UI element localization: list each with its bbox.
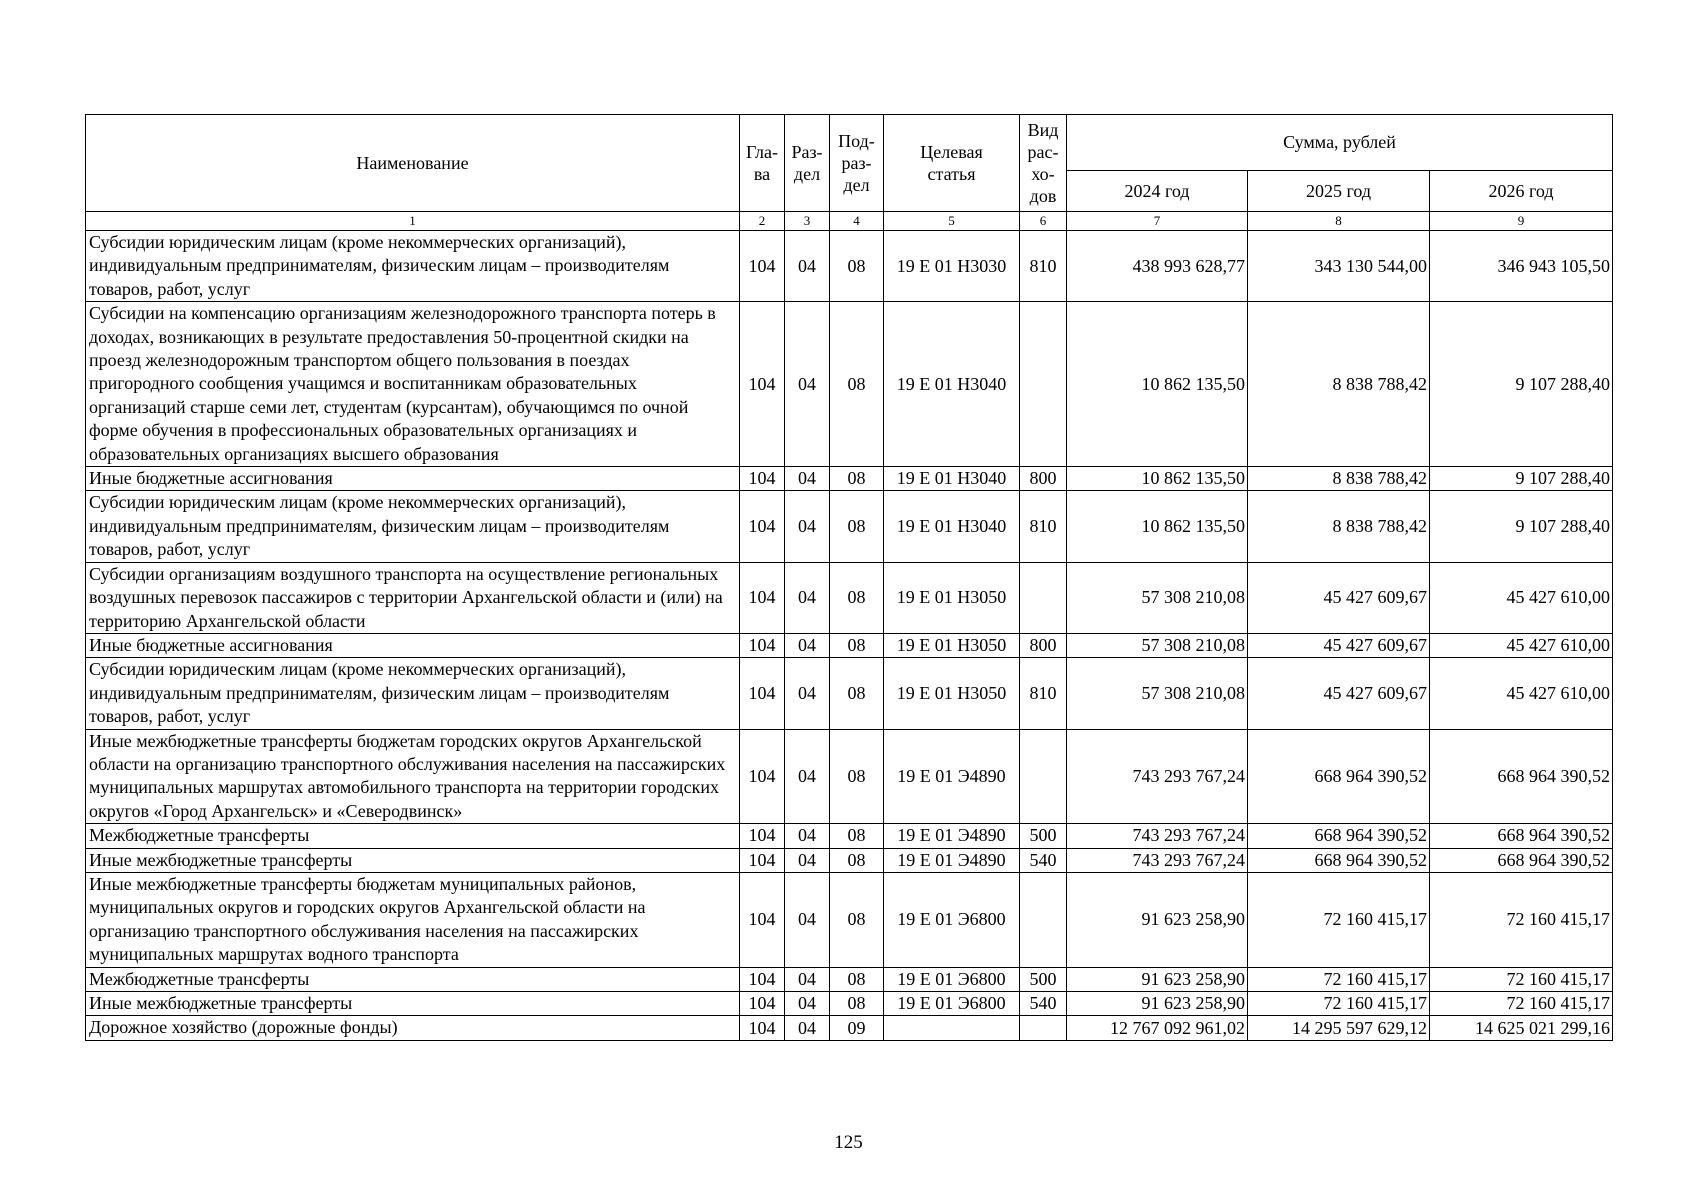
cell-target: 19 Е 01 Н3050 [884, 658, 1020, 729]
cell-sum-2024: 91 623 258,90 [1067, 967, 1248, 991]
header-target: Целевая статья [884, 115, 1020, 212]
table-row [86, 729, 1613, 824]
cell-razdel: 04 [785, 848, 830, 872]
cell-sum-2025: 72 160 415,17 [1248, 872, 1430, 967]
cell-razdel: 04 [785, 658, 830, 729]
table-row [86, 562, 1613, 633]
cell-sum-2025: 72 160 415,17 [1248, 967, 1430, 991]
cell-sum-2025: 8 838 788,42 [1248, 302, 1430, 467]
cell-sum-2025: 45 427 609,67 [1248, 562, 1430, 633]
cell-sum-2026: 45 427 610,00 [1430, 658, 1613, 729]
cell-target: 19 Е 01 Н3050 [884, 562, 1020, 633]
cell-glava: 104 [740, 729, 785, 824]
cell-podrazdel: 08 [830, 658, 884, 729]
cell-razdel: 04 [785, 467, 830, 491]
cell-podrazdel: 08 [830, 562, 884, 633]
table-row [86, 302, 1613, 467]
cell-vid: 810 [1020, 231, 1067, 302]
cell-razdel: 04 [785, 967, 830, 991]
cell-name: Иные межбюджетные трансферты [86, 992, 740, 1016]
header-name: Наименование [86, 115, 740, 212]
cell-razdel: 04 [785, 302, 830, 467]
cell-name: Межбюджетные трансферты [86, 824, 740, 848]
table-row [86, 633, 1613, 657]
cell-sum-2026: 14 625 021 299,16 [1430, 1016, 1613, 1040]
cell-name: Межбюджетные трансферты [86, 967, 740, 991]
budget-table-sheet [85, 114, 1612, 1041]
table-row [86, 1016, 1613, 1040]
table-row [86, 848, 1613, 872]
table-row [86, 967, 1613, 991]
cell-podrazdel: 08 [830, 848, 884, 872]
cell-sum-2024: 91 623 258,90 [1067, 992, 1248, 1016]
cell-sum-2025: 72 160 415,17 [1248, 992, 1430, 1016]
column-number: 4 [830, 212, 884, 231]
column-number: 1 [86, 212, 740, 231]
cell-podrazdel: 08 [830, 302, 884, 467]
cell-name: Субсидии юридическим лицам (кроме некоммерческих организаций), индивидуальным предпринимателям, физическим лицам – производителям товаров, работ, услуг [86, 658, 740, 729]
cell-sum-2025: 8 838 788,42 [1248, 467, 1430, 491]
column-number: 2 [740, 212, 785, 231]
cell-sum-2024: 743 293 767,24 [1067, 729, 1248, 824]
cell-vid [1020, 1016, 1067, 1040]
cell-target: 19 Е 01 Э6800 [884, 992, 1020, 1016]
cell-glava: 104 [740, 302, 785, 467]
cell-vid [1020, 729, 1067, 824]
cell-sum-2026: 9 107 288,40 [1430, 467, 1613, 491]
cell-razdel: 04 [785, 992, 830, 1016]
cell-razdel: 04 [785, 872, 830, 967]
cell-name: Иные межбюджетные трансферты бюджетам городских округов Архангельской области на организацию транспортного обслуживания населения на пассажирских муниципальных маршрутах автомобильного транспорта на территории городских округов «Город Архангельск» и «Северодвинск» [86, 729, 740, 824]
cell-target: 19 Е 01 Э6800 [884, 872, 1020, 967]
cell-vid: 500 [1020, 824, 1067, 848]
table-row [86, 467, 1613, 491]
cell-glava: 104 [740, 992, 785, 1016]
table-row [86, 872, 1613, 967]
cell-name: Иные межбюджетные трансферты бюджетам муниципальных районов, муниципальных округов и городских округов Архангельской области на организацию транспортного обслуживания населения на пассажирских муниципальных маршрутах водного транспорта [86, 872, 740, 967]
cell-podrazdel: 08 [830, 467, 884, 491]
cell-sum-2024: 57 308 210,08 [1067, 633, 1248, 657]
cell-target: 19 Е 01 Э6800 [884, 967, 1020, 991]
cell-razdel: 04 [785, 562, 830, 633]
cell-sum-2024: 438 993 628,77 [1067, 231, 1248, 302]
cell-podrazdel: 08 [830, 824, 884, 848]
cell-razdel: 04 [785, 1016, 830, 1040]
cell-sum-2026: 668 964 390,52 [1430, 824, 1613, 848]
table-row [86, 231, 1613, 302]
cell-target: 19 Е 01 Н3040 [884, 467, 1020, 491]
cell-vid: 800 [1020, 633, 1067, 657]
cell-podrazdel: 08 [830, 633, 884, 657]
cell-sum-2025: 668 964 390,52 [1248, 848, 1430, 872]
column-number: 8 [1248, 212, 1430, 231]
cell-target: 19 Е 01 Н3030 [884, 231, 1020, 302]
column-number: 3 [785, 212, 830, 231]
cell-name: Субсидии юридическим лицам (кроме некоммерческих организаций), индивидуальным предпринимателям, физическим лицам – производителям товаров, работ, услуг [86, 491, 740, 562]
cell-target: 19 Е 01 Э4890 [884, 848, 1020, 872]
cell-sum-2026: 668 964 390,52 [1430, 848, 1613, 872]
table-row [86, 491, 1613, 562]
cell-glava: 104 [740, 491, 785, 562]
cell-glava: 104 [740, 872, 785, 967]
cell-sum-2024: 57 308 210,08 [1067, 562, 1248, 633]
cell-podrazdel: 08 [830, 967, 884, 991]
cell-podrazdel: 08 [830, 992, 884, 1016]
cell-razdel: 04 [785, 729, 830, 824]
cell-name: Иные бюджетные ассигнования [86, 633, 740, 657]
cell-vid [1020, 562, 1067, 633]
cell-sum-2024: 10 862 135,50 [1067, 491, 1248, 562]
cell-sum-2026: 72 160 415,17 [1430, 872, 1613, 967]
cell-glava: 104 [740, 633, 785, 657]
cell-target: 19 Е 01 Н3040 [884, 302, 1020, 467]
cell-sum-2025: 45 427 609,67 [1248, 658, 1430, 729]
header-glava: Гла- ва [740, 115, 785, 212]
table-row [86, 658, 1613, 729]
cell-sum-2026: 668 964 390,52 [1430, 729, 1613, 824]
header-podrazdel: Под- раз- дел [830, 115, 884, 212]
cell-target: 19 Е 01 Э4890 [884, 729, 1020, 824]
cell-razdel: 04 [785, 231, 830, 302]
header-year-2026: 2026 год [1430, 171, 1613, 212]
cell-name: Иные межбюджетные трансферты [86, 848, 740, 872]
header-row [86, 115, 1613, 171]
cell-vid: 800 [1020, 467, 1067, 491]
cell-razdel: 04 [785, 633, 830, 657]
header-vid: Вид рас- хо- дов [1020, 115, 1067, 212]
cell-glava: 104 [740, 467, 785, 491]
cell-name: Дорожное хозяйство (дорожные фонды) [86, 1016, 740, 1040]
header-sum: Сумма, рублей [1067, 115, 1613, 171]
page-number: 125 [834, 1132, 863, 1153]
cell-sum-2025: 8 838 788,42 [1248, 491, 1430, 562]
cell-podrazdel: 08 [830, 872, 884, 967]
cell-sum-2026: 45 427 610,00 [1430, 633, 1613, 657]
column-number: 7 [1067, 212, 1248, 231]
cell-podrazdel: 08 [830, 231, 884, 302]
column-number: 9 [1430, 212, 1613, 231]
cell-podrazdel: 08 [830, 729, 884, 824]
cell-glava: 104 [740, 848, 785, 872]
cell-sum-2025: 14 295 597 629,12 [1248, 1016, 1430, 1040]
cell-name: Субсидии юридическим лицам (кроме некоммерческих организаций), индивидуальным предпринимателям, физическим лицам – производителям товаров, работ, услуг [86, 231, 740, 302]
cell-sum-2026: 9 107 288,40 [1430, 302, 1613, 467]
cell-sum-2024: 12 767 092 961,02 [1067, 1016, 1248, 1040]
cell-glava: 104 [740, 967, 785, 991]
cell-sum-2025: 668 964 390,52 [1248, 729, 1430, 824]
cell-sum-2025: 668 964 390,52 [1248, 824, 1430, 848]
cell-vid: 810 [1020, 491, 1067, 562]
cell-sum-2024: 10 862 135,50 [1067, 467, 1248, 491]
cell-vid: 540 [1020, 848, 1067, 872]
cell-target: 19 Е 01 Э4890 [884, 824, 1020, 848]
table-row [86, 824, 1613, 848]
cell-glava: 104 [740, 658, 785, 729]
cell-sum-2026: 45 427 610,00 [1430, 562, 1613, 633]
cell-vid: 540 [1020, 992, 1067, 1016]
cell-name: Иные бюджетные ассигнования [86, 467, 740, 491]
cell-glava: 104 [740, 1016, 785, 1040]
cell-podrazdel: 08 [830, 491, 884, 562]
header-razdel: Раз- дел [785, 115, 830, 212]
cell-sum-2024: 91 623 258,90 [1067, 872, 1248, 967]
cell-glava: 104 [740, 562, 785, 633]
cell-target: 19 Е 01 Н3050 [884, 633, 1020, 657]
cell-sum-2025: 45 427 609,67 [1248, 633, 1430, 657]
header-year-2024: 2024 год [1067, 171, 1248, 212]
cell-glava: 104 [740, 231, 785, 302]
cell-vid: 810 [1020, 658, 1067, 729]
cell-sum-2026: 72 160 415,17 [1430, 992, 1613, 1016]
cell-sum-2024: 743 293 767,24 [1067, 824, 1248, 848]
cell-vid [1020, 872, 1067, 967]
cell-sum-2025: 343 130 544,00 [1248, 231, 1430, 302]
cell-razdel: 04 [785, 491, 830, 562]
cell-sum-2024: 743 293 767,24 [1067, 848, 1248, 872]
cell-glava: 104 [740, 824, 785, 848]
cell-sum-2026: 9 107 288,40 [1430, 491, 1613, 562]
cell-target [884, 1016, 1020, 1040]
cell-sum-2026: 72 160 415,17 [1430, 967, 1613, 991]
cell-sum-2026: 346 943 105,50 [1430, 231, 1613, 302]
cell-razdel: 04 [785, 824, 830, 848]
column-numbers-row [86, 212, 1613, 231]
cell-sum-2024: 57 308 210,08 [1067, 658, 1248, 729]
cell-target: 19 Е 01 Н3040 [884, 491, 1020, 562]
budget-table [85, 114, 1613, 1041]
cell-name: Субсидии организациям воздушного транспорта на осуществление региональных воздушных перевозок пассажиров с территории Архангельской области и (или) на территорию Архангельской области [86, 562, 740, 633]
header-year-2025: 2025 год [1248, 171, 1430, 212]
cell-vid [1020, 302, 1067, 467]
cell-vid: 500 [1020, 967, 1067, 991]
cell-sum-2024: 10 862 135,50 [1067, 302, 1248, 467]
column-number: 5 [884, 212, 1020, 231]
cell-podrazdel: 09 [830, 1016, 884, 1040]
table-body [86, 231, 1613, 1041]
table-row [86, 992, 1613, 1016]
column-number: 6 [1020, 212, 1067, 231]
cell-name: Субсидии на компенсацию организациям железнодорожного транспорта потерь в доходах, возникающих в результате предоставления 50-процентной скидки на проезд железнодорожным транспортом общего пользования в поездах пригородного сообщения учащимся и воспитанникам образовательных организаций старше семи лет, студентам (курсантам), обучающимся по очной форме обучения в профессиональных образовательных организациях и образовательных организациях высшего образования [86, 302, 740, 467]
